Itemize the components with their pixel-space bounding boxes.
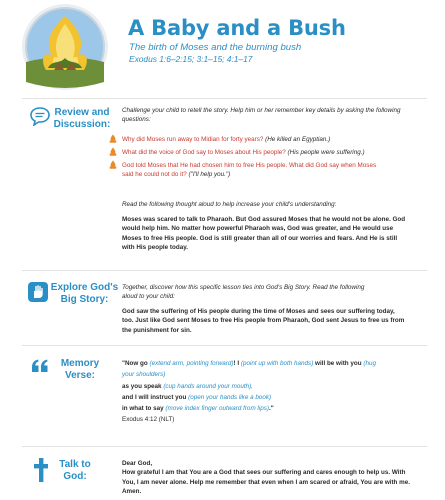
flame-bullet-icon xyxy=(108,147,118,157)
prayer-text xyxy=(122,459,437,496)
question-item xyxy=(122,135,330,144)
label-line: Talk to xyxy=(59,459,91,470)
label-line: Discussion: xyxy=(53,119,111,130)
section-divider xyxy=(22,270,427,271)
memory-verse xyxy=(122,358,432,426)
verse-reference: Exodus 4:12 (NLT) xyxy=(122,416,175,424)
prayer-line: Amen. xyxy=(122,487,142,495)
page-title: A Baby and a Bush xyxy=(128,16,346,40)
flame-bullet-icon xyxy=(108,160,118,170)
question-item xyxy=(122,161,422,179)
explore-line: too. Just like God sent Moses to free His people from Pharaoh, God sent Jesus to free us from xyxy=(122,317,405,325)
prayer-salutation: Dear God, xyxy=(122,460,153,467)
explore-intro-line: Together, discover how this specific lesson ties into God's Big Story. Read the following xyxy=(122,284,365,291)
cross-icon xyxy=(34,458,48,487)
section-label-talk xyxy=(50,459,100,483)
label-line: Memory xyxy=(60,358,100,369)
burning-bush-badge xyxy=(20,2,110,92)
answer-text: (He killed an Egyptian.) xyxy=(263,136,331,143)
flame-bullet-icon xyxy=(108,134,118,144)
answer-text: (His people were suffering.) xyxy=(285,149,365,156)
question-text: God told Moses that He had chosen him to free His people. What did God say when Moses xyxy=(122,162,377,169)
thought-line: Moses was scared to talk to Pharaoh. But God assured Moses that he would not be alone. God xyxy=(122,216,406,223)
verse-instruction: (point up with both hands) xyxy=(240,360,314,367)
quote-marks-icon xyxy=(31,359,49,378)
section-divider xyxy=(22,98,427,99)
prayer-line: How grateful I am that You are a God that sees our suffering and cares enough to help us. With xyxy=(122,469,406,477)
thought-line: with His people today. xyxy=(122,243,189,251)
section-divider xyxy=(22,446,427,447)
hand-icon xyxy=(27,281,49,308)
verse-text: will be with you xyxy=(313,360,364,367)
question-item xyxy=(122,148,365,157)
explore-intro-line: aloud to your child: xyxy=(122,293,175,301)
section-label-review xyxy=(52,107,112,131)
thought-line: would help him. No matter how powerful Pharaoh was, God was greater, and He would use xyxy=(122,225,394,233)
answer-text: ("I'll help you.") xyxy=(186,171,231,178)
section-label-explore xyxy=(47,282,122,306)
label-line: Explore God's xyxy=(50,282,119,293)
verse-text: as you speak xyxy=(122,382,164,390)
speech-bubble-icon xyxy=(29,106,51,131)
question-text: What did the voice of God say to Moses about His people? xyxy=(122,149,286,156)
question-text: said he could not do it? xyxy=(122,171,187,178)
thought-intro: Read the following thought aloud to help increase your child's understanding: xyxy=(122,201,337,208)
label-line: God: xyxy=(63,471,87,482)
explore-text xyxy=(122,307,432,335)
label-line: Big Story: xyxy=(60,294,109,305)
thought-line: Moses to free His people. God is still greater than all of our worries and fears. And He is still xyxy=(122,234,398,242)
verse-text: ." xyxy=(268,405,274,413)
verse-text: "Now go xyxy=(122,360,150,367)
section-label-memory xyxy=(52,358,108,382)
prayer-line: You, I am never alone. Help me remember that even when I am scared or afraid, You are with me. xyxy=(122,478,411,486)
verse-instruction: (hug xyxy=(363,360,376,367)
explore-intro xyxy=(122,283,432,302)
verse-instruction: (cup hands around your mouth), xyxy=(163,382,253,390)
verse-text: ! I xyxy=(233,360,241,367)
explore-line: the punishment for sin. xyxy=(122,326,192,334)
explore-line: God saw the suffering of His people during the time of Moses and sees our suffering today, xyxy=(122,308,395,315)
review-intro: Challenge your child to retell the story. Help him or her remember key details by asking the following questions: xyxy=(122,107,401,124)
label-line: Verse: xyxy=(64,370,96,381)
verse-instruction: (move index finger outward from lips) xyxy=(165,405,269,413)
page-subtitle: The birth of Moses and the burning bush xyxy=(129,42,302,53)
scripture-reference: Exodus 1:6–2:15; 3:1–15; 4:1–17 xyxy=(129,54,253,64)
thought-text xyxy=(122,215,432,252)
verse-instruction: (extend arm, pointing forward) xyxy=(149,360,234,367)
label-line: Review and xyxy=(54,107,110,118)
question-text: Why did Moses run away to Midian for forty years? xyxy=(122,136,264,143)
verse-instruction: your shoulders) xyxy=(122,371,166,379)
verse-instruction: (open your hands like a book) xyxy=(188,393,272,401)
verse-text: in what to say xyxy=(122,405,166,413)
section-divider xyxy=(22,345,427,346)
verse-text: and I will instruct you xyxy=(122,393,189,401)
